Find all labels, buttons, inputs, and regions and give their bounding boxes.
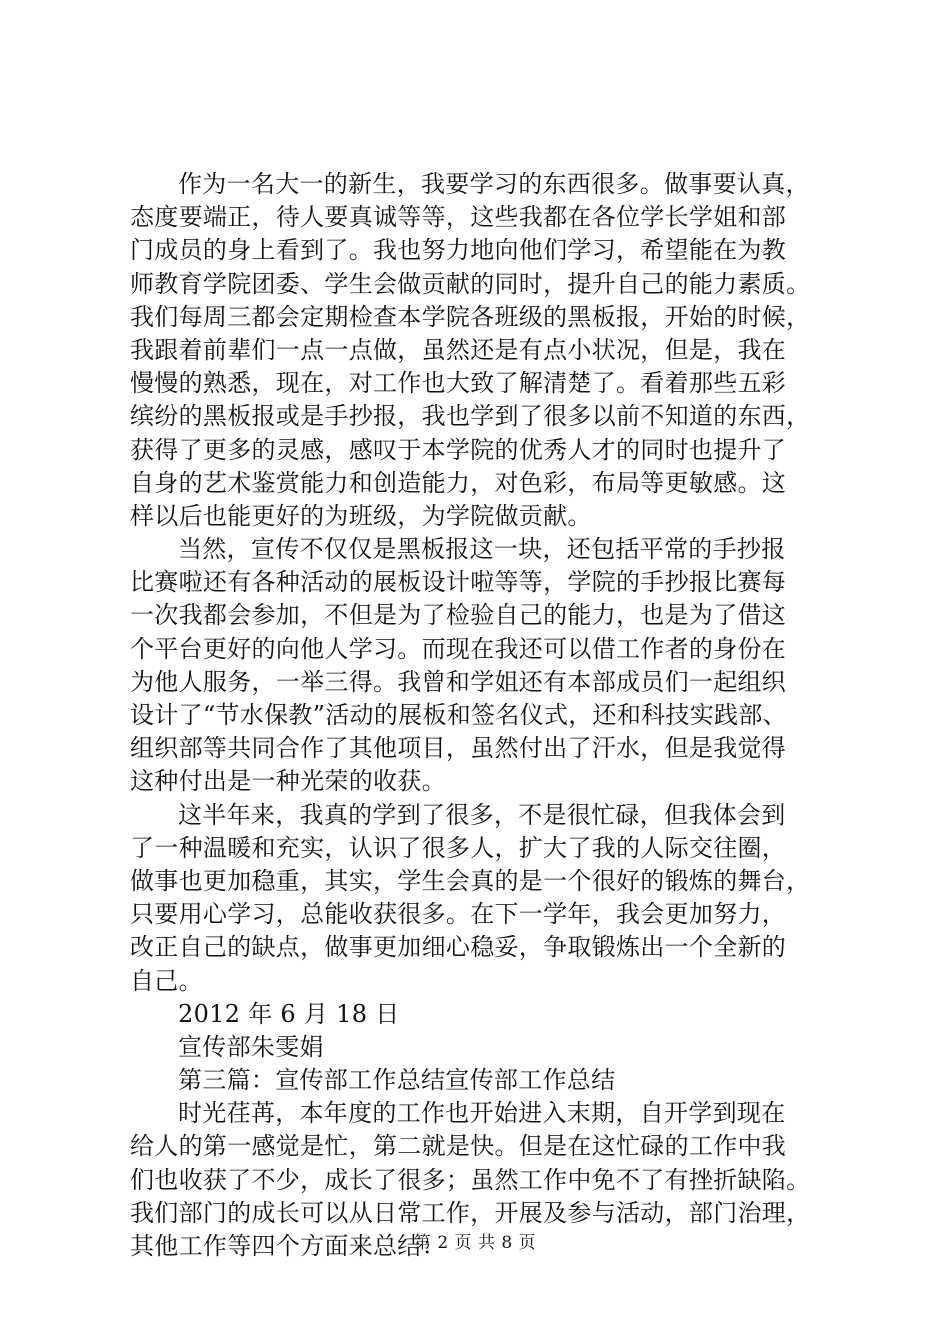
text-line: 我们部门的成长可以从日常工作，开展及参与活动，部门治理，	[130, 1198, 811, 1227]
document-body	[130, 168, 850, 1263]
text-line: 比赛啦还有各种活动的展板设计啦等等，学院的手抄报比赛每	[130, 568, 787, 597]
text-line: 自身的艺术鉴赏能力和创造能力，对色彩，布局等更敏感。这	[130, 468, 787, 497]
text-line: 时光荏苒，本年度的工作也开始进入末期，自开学到现在	[178, 1099, 786, 1128]
text-line: 只要用心学习，总能收获很多。在下一学年，我会更加努力，	[130, 900, 787, 929]
text-line: 我跟着前辈们一点一点做，虽然还是有点小状况，但是，我在	[130, 335, 787, 364]
text-line: 作为一名大一的新生，我要学习的东西很多。做事要认真，	[178, 170, 810, 198]
text-line: 改正自己的缺点，做事更加细心稳妥，争取锻炼出一个全新的	[130, 933, 787, 962]
text-line: 们也收获了不少，成长了很多；虽然工作中免不了有挫折缺陷。	[130, 1165, 811, 1194]
author-line: 宣传部朱雯娟	[178, 1032, 324, 1061]
text-line: 获得了更多的灵感，感叹于本学院的优秀人才的同时也提升了	[130, 435, 787, 464]
text-line: 为他人服务，一举三得。我曾和学姐还有本部成员们一起组织	[130, 667, 787, 696]
text-line: 这种付出是一种光荣的收获。	[130, 767, 446, 796]
text-line: 我们每周三都会定期检查本学院各班级的黑板报，开始的时候，	[130, 302, 811, 331]
text-line: 一次我都会参加，不但是为了检验自己的能力，也是为了借这	[130, 601, 787, 630]
text-line: 门成员的身上看到了。我也努力地向他们学习，希望能在为教	[130, 236, 787, 265]
text-line: 慢慢的熟悉，现在，对工作也大致了解清楚了。看着那些五彩	[130, 369, 787, 398]
text-line: 组织部等共同合作了其他项目，虽然付出了汗水，但是我觉得	[130, 734, 787, 763]
text-line: 给人的第一感觉是忙，第二就是快。但是在这忙碌的工作中我	[130, 1132, 787, 1161]
date-line: 2012 年 6 月 18 日	[178, 999, 400, 1028]
text-line: 了一种温暖和充实，认识了很多人，扩大了我的人际交往圈，	[130, 833, 787, 862]
text-line: 设计了“节水保教”活动的展板和签名仪式，还和科技实践部、	[130, 701, 787, 729]
text-line: 做事也更加稳重，其实，学生会真的是一个很好的锻炼的舞台，	[130, 866, 811, 895]
text-line: 当然，宣传不仅仅是黑板报这一块，还包括平常的手抄报	[178, 535, 786, 564]
text-line: 个平台更好的向他人学习。而现在我还可以借工作者的身份在	[130, 634, 787, 663]
text-line: 态度要端正，待人要真诚等等，这些我都在各位学长学姐和部	[130, 203, 787, 232]
text-line: 自己。	[130, 966, 203, 995]
text-line: 样以后也能更好的为班级，为学院做贡献。	[130, 501, 592, 530]
text-line: 师教育学院团委、学生会做贡献的同时，提升自己的能力素质。	[130, 269, 811, 298]
page-footer: 第 2 页 共 8 页	[413, 1233, 537, 1253]
text-line: 这半年来，我真的学到了很多，不是很忙碌，但我体会到	[178, 800, 786, 829]
section-heading: 第三篇：宣传部工作总结宣传部工作总结	[178, 1066, 616, 1095]
text-line: 缤纷的黑板报或是手抄报，我也学到了很多以前不知道的东西，	[130, 402, 811, 431]
text-line: 其他工作等四个方面来总结：	[130, 1232, 446, 1260]
